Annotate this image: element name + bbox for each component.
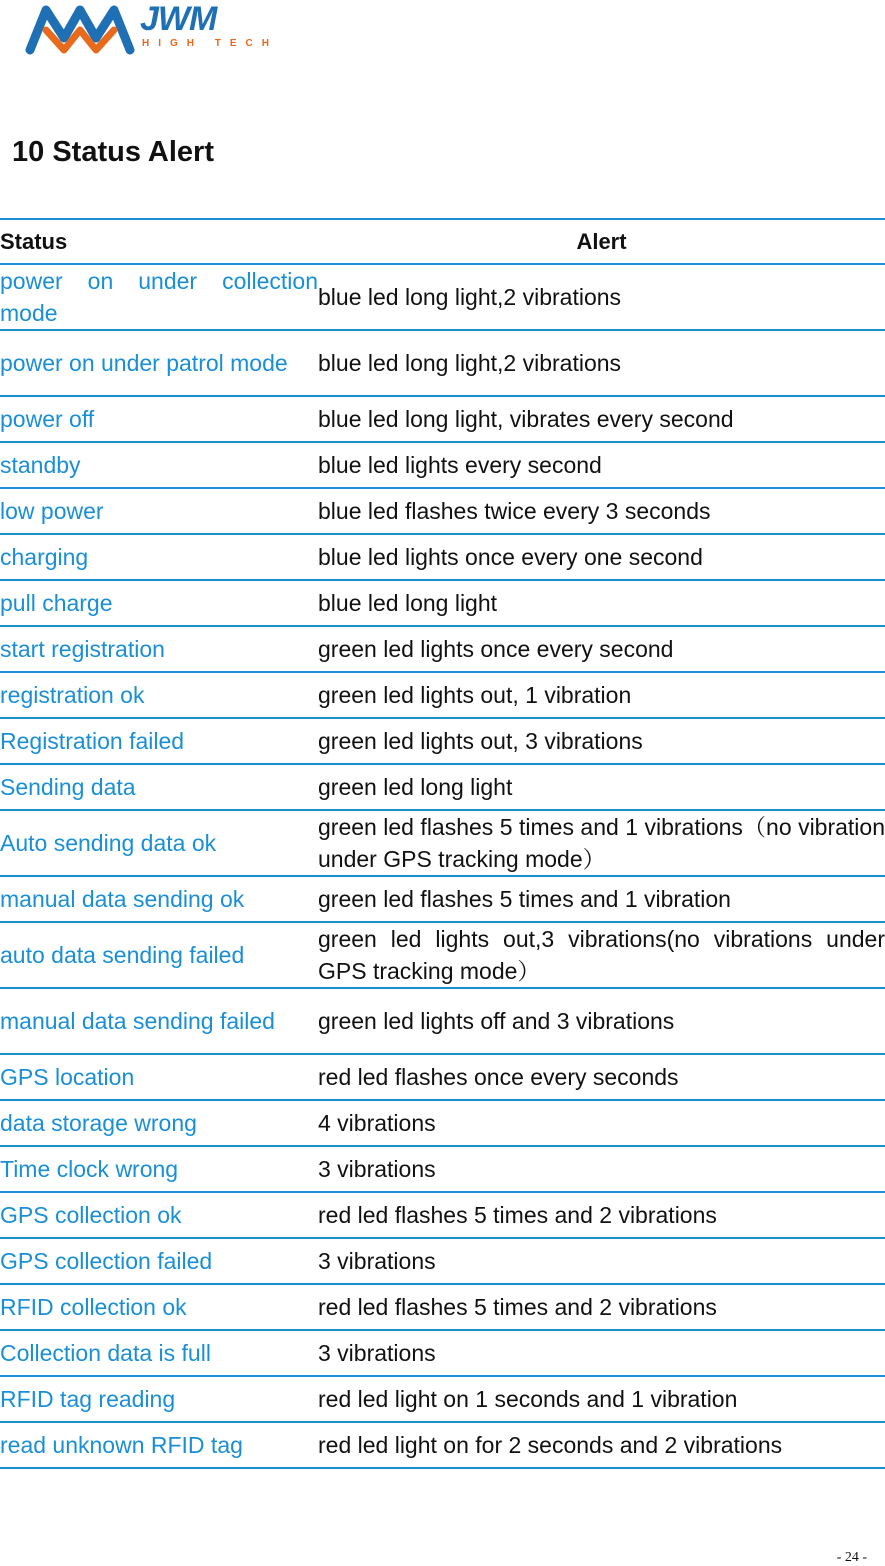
status-cell: Registration failed [0, 718, 318, 764]
logo-subtext: HIGH TECH [142, 38, 278, 49]
table-row [0, 1146, 885, 1192]
status-cell: power off [0, 396, 318, 442]
table-row [0, 330, 885, 396]
table-row [0, 672, 885, 718]
table-row [0, 1376, 885, 1422]
alert-cell: blue led lights every second [318, 442, 885, 488]
table-row [0, 1192, 885, 1238]
status-cell: low power [0, 488, 318, 534]
table-row [0, 764, 885, 810]
alert-cell: blue led lights once every one second [318, 534, 885, 580]
alert-cell: 3 vibrations [318, 1330, 885, 1376]
table-row [0, 580, 885, 626]
alert-cell: 3 vibrations [318, 1146, 885, 1192]
alert-cell: green led long light [318, 764, 885, 810]
table-row [0, 1054, 885, 1100]
status-cell: manual data sending failed [0, 988, 318, 1054]
alert-cell: green led lights out, 3 vibrations [318, 718, 885, 764]
status-cell: Time clock wrong [0, 1146, 318, 1192]
status-cell: auto data sending failed [0, 922, 318, 988]
table-header-row [0, 219, 885, 264]
status-cell: Sending data [0, 764, 318, 810]
alert-cell: red led flashes 5 times and 2 vibrations [318, 1192, 885, 1238]
table-row [0, 718, 885, 764]
alert-cell: green led lights off and 3 vibrations [318, 988, 885, 1054]
alert-cell: red led light on for 2 seconds and 2 vibrations [318, 1422, 885, 1468]
alert-cell: blue led flashes twice every 3 seconds [318, 488, 885, 534]
alert-cell: red led flashes once every seconds [318, 1054, 885, 1100]
status-cell: standby [0, 442, 318, 488]
status-alert-table [0, 218, 885, 1469]
table-row [0, 810, 885, 876]
status-cell: Collection data is full [0, 1330, 318, 1376]
table-row [0, 922, 885, 988]
table-row [0, 488, 885, 534]
alert-cell: 3 vibrations [318, 1238, 885, 1284]
status-cell: power on under patrol mode [0, 330, 318, 396]
company-logo [24, 0, 278, 58]
table-row [0, 876, 885, 922]
alert-cell: green led lights once every second [318, 626, 885, 672]
alert-cell: green led lights out,3 vibrations(no vibrations under GPS tracking mode） [318, 922, 885, 988]
table-row [0, 1330, 885, 1376]
table-row [0, 534, 885, 580]
table-row [0, 1238, 885, 1284]
alert-cell: green led lights out, 1 vibration [318, 672, 885, 718]
status-column-header: Status [0, 219, 318, 264]
section-title: 10 Status Alert [12, 136, 214, 168]
alert-column-header: Alert [318, 219, 885, 264]
status-cell: data storage wrong [0, 1100, 318, 1146]
alert-cell: blue led long light [318, 580, 885, 626]
alert-cell: blue led long light, vibrates every second [318, 396, 885, 442]
status-cell: GPS collection ok [0, 1192, 318, 1238]
logo-text: JWM [140, 0, 217, 38]
table-row [0, 626, 885, 672]
status-cell: charging [0, 534, 318, 580]
alert-cell: red led light on 1 seconds and 1 vibration [318, 1376, 885, 1422]
table-row [0, 396, 885, 442]
status-cell: GPS collection failed [0, 1238, 318, 1284]
status-cell: pull charge [0, 580, 318, 626]
alert-cell: green led flashes 5 times and 1 vibration [318, 876, 885, 922]
table-row [0, 264, 885, 330]
page-number: - 24 - [836, 1550, 867, 1565]
table-row [0, 1422, 885, 1468]
alert-cell: green led flashes 5 times and 1 vibrations（no vibration under GPS tracking mode） [318, 810, 885, 876]
alert-cell: 4 vibrations [318, 1100, 885, 1146]
table-row [0, 442, 885, 488]
alert-cell: blue led long light,2 vibrations [318, 264, 885, 330]
status-cell: registration ok [0, 672, 318, 718]
table-row [0, 1284, 885, 1330]
alert-cell: blue led long light,2 vibrations [318, 330, 885, 396]
status-cell: RFID collection ok [0, 1284, 318, 1330]
table-row [0, 1100, 885, 1146]
table-row [0, 988, 885, 1054]
alert-cell: red led flashes 5 times and 2 vibrations [318, 1284, 885, 1330]
status-cell: RFID tag reading [0, 1376, 318, 1422]
status-cell: Auto sending data ok [0, 810, 318, 876]
logo-mark-icon [24, 0, 136, 56]
status-cell: GPS location [0, 1054, 318, 1100]
status-cell: read unknown RFID tag [0, 1422, 318, 1468]
status-cell: start registration [0, 626, 318, 672]
status-cell: power on under collection mode [0, 264, 318, 330]
status-cell: manual data sending ok [0, 876, 318, 922]
